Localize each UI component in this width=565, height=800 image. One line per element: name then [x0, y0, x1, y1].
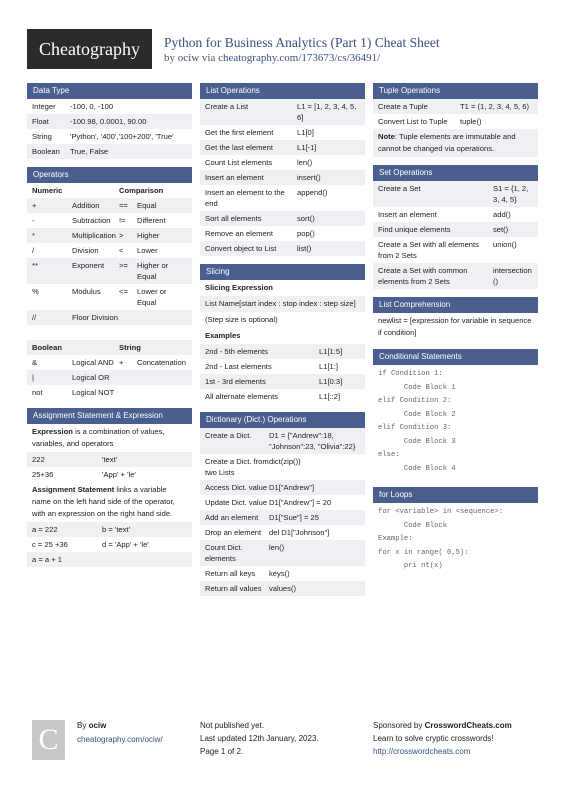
cell: len(): [297, 158, 313, 167]
note-bold: Expression: [32, 427, 73, 436]
header: [0, 0, 565, 75]
cell: D1 = {"Andrew":18, "Johnson":23, "Olivia":22}: [269, 431, 356, 451]
cell: Division: [72, 246, 99, 255]
footer-by: By: [77, 721, 87, 730]
table-row: [27, 183, 192, 198]
cell: Insert an element: [378, 210, 437, 219]
cell: 'Python', '400','100+200', 'True': [70, 132, 174, 141]
cell: L1[1:5]: [319, 347, 343, 356]
cell: >=: [119, 261, 128, 270]
cell: a = a + 1: [32, 555, 62, 564]
cell: tuple(): [460, 117, 482, 126]
card-header: Conditional Statements: [373, 349, 538, 365]
note-text: : Tuple elements are immutable and cannot be changed via operations.: [378, 132, 516, 153]
cell: T1 = (1, 2, 3, 4, 5, 6): [460, 102, 530, 111]
footer-meta: [200, 719, 319, 758]
cell: /: [32, 246, 35, 255]
table-row: [27, 213, 192, 228]
cell: &: [32, 358, 38, 367]
table-row: [200, 125, 365, 140]
table-row: [200, 540, 365, 566]
table-row: [373, 114, 538, 129]
footer-author-line: [77, 719, 106, 732]
table-row: [200, 480, 365, 495]
card-header: Set Operations: [373, 165, 538, 181]
cell: len(): [269, 543, 285, 552]
table-row: [27, 385, 192, 400]
cell: Get the last element: [205, 143, 273, 152]
table-row: [200, 226, 365, 241]
footer-sponsor: [373, 719, 512, 758]
set-card: [373, 165, 538, 289]
code-line: Code Block 1: [378, 383, 456, 392]
table-row: [200, 359, 365, 374]
last-updated: Last updated 12th January, 2023.: [200, 734, 319, 743]
footer: [27, 713, 538, 773]
code-line: Code Block 4: [378, 464, 456, 473]
cell: Create a Dict.: [205, 431, 252, 440]
table-row: [373, 181, 538, 207]
table-row: [373, 99, 538, 114]
cell: [72, 185, 119, 196]
cell: sort(): [297, 214, 315, 223]
slicing-syntax: List Name[start index : stop index : step size]: [200, 296, 365, 312]
data-type-card: [27, 83, 192, 159]
footer-author-link[interactable]: ociw: [88, 721, 107, 730]
cell: **: [32, 261, 38, 270]
footer-author-url[interactable]: cheatography.com/ociw/: [77, 735, 163, 744]
cell: Create a List: [205, 102, 249, 111]
table-row: [200, 428, 365, 454]
cell: append(): [297, 188, 328, 197]
card-header: for Loops: [373, 487, 538, 503]
table-row: [27, 243, 192, 258]
cell: D1["Andrew"] = 20: [269, 498, 332, 507]
cell: keys(): [269, 569, 290, 578]
cell: intersection(): [493, 266, 532, 286]
table-row: [200, 155, 365, 170]
card-header: Assignment Statement & Expression: [27, 408, 192, 424]
dictionary-card: [200, 412, 365, 596]
cell: Logical AND: [72, 358, 114, 367]
cell: 1st - 3rd elements: [205, 377, 266, 386]
cell: Convert object to List: [205, 244, 277, 253]
cell: Create a Set with all elements from 2 Sets: [378, 240, 479, 260]
list-operations-card: [200, 83, 365, 256]
card-header: List Comprehension: [373, 297, 538, 313]
code-line: Code Block 2: [378, 410, 456, 419]
table-row: [200, 140, 365, 155]
author-link[interactable]: ociw: [177, 52, 200, 64]
cheatography-logo[interactable]: Cheatography: [27, 29, 152, 69]
tuple-card: [373, 83, 538, 157]
cell: S1 = {1, 2, 3, 4, 5}: [493, 184, 529, 204]
cell: 222: [32, 455, 45, 464]
cell: insert(): [297, 173, 321, 182]
conditional-card: [373, 349, 538, 479]
cell: 25+36: [32, 470, 54, 479]
cell: All alternate elements: [205, 392, 279, 401]
cell: D1["Andrew"]: [269, 483, 315, 492]
cell: L1[0:3]: [319, 377, 343, 386]
cell: Boolean: [32, 343, 62, 352]
cell: Get the first element: [205, 128, 274, 137]
code-line: for x in range( 0,5):: [378, 548, 469, 557]
table-row: [200, 211, 365, 226]
cell: Lower: [137, 246, 158, 255]
sponsor-url[interactable]: http://crosswordcheats.com: [373, 747, 471, 756]
cell: b = 'text': [102, 525, 131, 534]
code-line: for <variable> in <sequence>:: [378, 508, 504, 516]
byline: [164, 52, 380, 64]
cell: *: [32, 231, 35, 240]
for-loops-card: [373, 487, 538, 577]
cell: String: [32, 132, 52, 141]
page-number: Page 1 of 2.: [200, 747, 244, 756]
cell: Return all values: [205, 584, 262, 593]
slicing-card: [200, 264, 365, 404]
card-header: Slicing: [200, 264, 365, 280]
cell: Comparison: [119, 186, 164, 195]
expression-note: [27, 424, 192, 452]
table-row: [200, 495, 365, 510]
cell: L1 = [1, 2, 3, 4, 5, 6]: [297, 102, 357, 122]
code-line: Example:: [378, 535, 413, 543]
card-header: List Operations: [200, 83, 365, 99]
table-row: [27, 228, 192, 243]
cell: Logical NOT: [72, 388, 115, 397]
cell: |: [32, 373, 34, 382]
cell: del D1["Johnson"]: [269, 528, 330, 537]
cell: [162, 312, 187, 323]
table-row: [27, 370, 192, 385]
cell: 'text': [102, 455, 118, 464]
cell: Add an element: [205, 513, 259, 522]
table-row: [27, 522, 192, 537]
cell: Concatenation: [137, 358, 186, 367]
sponsor-name[interactable]: CrosswordCheats.com: [424, 721, 512, 730]
table-row: [27, 99, 192, 114]
cell: True, False: [70, 147, 109, 156]
cell: //: [32, 313, 37, 322]
cell: Remove an element: [205, 229, 273, 238]
cell: Convert List to Tuple: [378, 117, 448, 126]
subheading: Examples: [205, 331, 241, 340]
table-row: [200, 510, 365, 525]
cell: <: [119, 246, 124, 255]
cell: 2nd - 5th elements: [205, 347, 268, 356]
cell: list(): [297, 244, 312, 253]
cell: Floor Division: [72, 313, 118, 322]
table-row: [200, 525, 365, 540]
table-row: [200, 389, 365, 404]
cell: Lower or Equal: [137, 287, 167, 307]
publish-status: Not published yet.: [200, 721, 265, 730]
cell: -100, 0, -100: [70, 102, 114, 111]
cell: Access Dict. value: [205, 483, 268, 492]
cell: Create a Dict. from two Lists: [205, 457, 269, 477]
sheet-url-link[interactable]: cheatography.com/173673/cs/36491/: [218, 52, 381, 64]
table-row: [27, 144, 192, 159]
cell: <=: [119, 287, 128, 296]
cell: Different: [137, 216, 166, 225]
code-line: Code Block 3: [378, 437, 456, 446]
code-line: pri nt(x): [378, 562, 443, 570]
cell: Boolean: [32, 147, 60, 156]
cell: Create a Set with common elements from 2 Sets: [378, 266, 468, 286]
cell: Insert an element: [205, 173, 264, 182]
sponsor-tagline: Learn to solve cryptic crosswords!: [373, 734, 494, 743]
table-row: [200, 185, 365, 211]
avatar[interactable]: C: [32, 720, 65, 760]
card-header: Data Type: [27, 83, 192, 99]
cell: L1[0]: [297, 128, 314, 137]
cell: set(): [493, 225, 509, 234]
cell: Higher or Equal: [137, 261, 169, 281]
cell: Count Dict. elements: [205, 543, 243, 563]
list-comprehension-text: newlist = [expression for variable in sequence if condition]: [378, 316, 532, 337]
code-line: elif Condition 2:: [378, 397, 452, 405]
byline-via: via: [201, 52, 216, 64]
cell: 'App' + 'le': [102, 470, 136, 479]
byline-by: by: [164, 52, 175, 64]
cell: Float: [32, 117, 49, 126]
cell: [137, 185, 187, 196]
cell: +: [32, 201, 37, 210]
cell: a = 222: [32, 525, 58, 534]
cell: L1[::2]: [319, 392, 341, 401]
table-row: [27, 452, 192, 467]
cell: -100.98, 0.0001, 90.00: [70, 117, 147, 126]
cell: pop(): [297, 229, 315, 238]
cell: D1["Sue"] = 25: [269, 513, 319, 522]
assignment-card: [27, 408, 192, 567]
code-line: Code Block: [378, 521, 448, 530]
cell: Sort all elements: [205, 214, 262, 223]
cell: Integer: [32, 102, 56, 111]
column-2: [200, 83, 365, 596]
table-row: [27, 284, 192, 310]
sponsor-line: [373, 719, 512, 732]
cell: ==: [119, 201, 128, 210]
table-row: [27, 355, 192, 370]
cell: values(): [269, 584, 297, 593]
cell: 2nd - Last elements: [205, 362, 272, 371]
cell: Logical OR: [72, 373, 110, 382]
column-3: [373, 83, 538, 577]
list-comprehension-card: [373, 297, 538, 341]
table-row: [27, 258, 192, 284]
code-block: [373, 365, 538, 479]
cell: !=: [119, 216, 126, 225]
table-row: [373, 237, 538, 263]
cell: Subtraction: [72, 216, 111, 225]
cell: Equal: [137, 201, 157, 210]
note-bold: Assignment Statement: [32, 485, 115, 494]
cell: Create a Tuple: [378, 102, 428, 111]
code-block: [373, 503, 538, 577]
table-row: [373, 263, 538, 289]
table-row: [27, 114, 192, 129]
card-header: Tuple Operations: [373, 83, 538, 99]
cell: d = 'App' + 'le': [102, 540, 149, 549]
sponsor-label: Sponsored by: [373, 721, 423, 730]
note-text: links a variable name on the left hand side of the operator, with an expression on the right hand side.: [32, 485, 175, 518]
cell: L1[-1]: [297, 143, 317, 152]
cell: Count List elements: [205, 158, 273, 167]
cell: -: [32, 216, 35, 225]
note-bold: Note: [378, 132, 395, 141]
table-row: [373, 207, 538, 222]
table-row: [27, 310, 192, 325]
table-row: [200, 454, 365, 480]
slicing-note: (Step size is optional): [205, 315, 278, 324]
cell: Higher: [137, 231, 160, 240]
table-row: [200, 374, 365, 389]
table-row: [27, 340, 192, 355]
cell: dict(zip()): [269, 457, 301, 466]
operators-card: [27, 167, 192, 400]
table-row-spacer: [27, 325, 192, 340]
page-title[interactable]: Python for Business Analytics (Part 1) Cheat Sheet: [164, 35, 440, 50]
table-row: [200, 344, 365, 359]
code-line: if Condition 1:: [378, 370, 443, 378]
table-row: [27, 467, 192, 482]
table-row: [200, 99, 365, 125]
table-row: [27, 537, 192, 552]
table-row: [27, 198, 192, 213]
cell: Update Dict. value: [205, 498, 268, 507]
table-row: [373, 222, 538, 237]
table-row: [200, 170, 365, 185]
cell: Exponent: [72, 261, 105, 270]
cell: c = 25 +36: [32, 540, 68, 549]
tuple-note: [373, 129, 538, 157]
table-row: [200, 581, 365, 596]
cell: Create a Set: [378, 184, 421, 193]
cell: L1[1:]: [319, 362, 338, 371]
cell: String: [119, 343, 141, 352]
cell: Insert an element to the end: [205, 188, 285, 208]
code-line: else:: [378, 451, 400, 459]
table-row: [200, 566, 365, 581]
cell: Addition: [72, 201, 100, 210]
cell: add(): [493, 210, 511, 219]
note-text: is a combination of values, variables, and operators: [32, 427, 165, 448]
cell: Find unique elements: [378, 225, 451, 234]
cell: >: [119, 231, 124, 240]
subheading: Slicing Expression: [205, 283, 273, 292]
table-row: [27, 552, 192, 567]
cell: not: [32, 388, 43, 397]
column-1: [27, 83, 192, 567]
cell: Modulus: [72, 287, 101, 296]
assignment-note: [27, 482, 192, 522]
cell: %: [32, 287, 39, 296]
table-row: [27, 129, 192, 144]
cell: +: [119, 358, 124, 367]
card-header: Operators: [27, 167, 192, 183]
cell: Return all keys: [205, 569, 256, 578]
cell: Drop an element: [205, 528, 262, 537]
card-header: Dictionary (Dict.) Operations: [200, 412, 365, 428]
table-row: [200, 241, 365, 256]
cell: union(): [493, 240, 517, 249]
cell: Numeric: [32, 186, 63, 195]
code-line: elif Condition 3:: [378, 424, 452, 432]
cell: Multiplication: [72, 231, 116, 240]
